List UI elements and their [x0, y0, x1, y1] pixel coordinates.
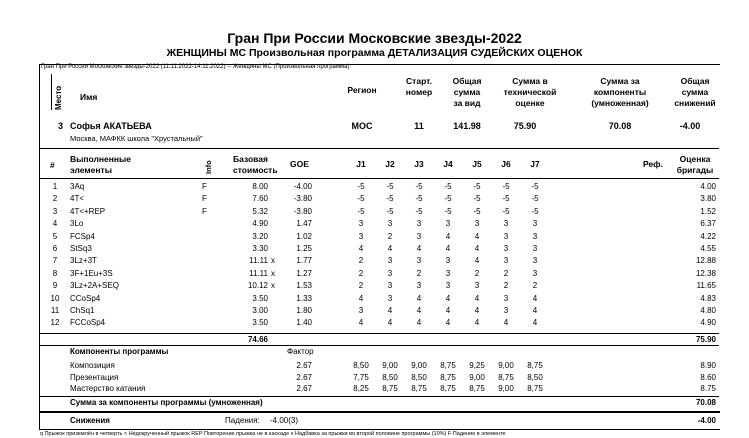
element-judge-6: -5	[502, 206, 510, 216]
element-code: 3F+1Eu+3S	[70, 268, 113, 278]
element-judge-3: 2	[416, 268, 422, 278]
element-base: 3.50	[252, 318, 268, 328]
element-num: 11	[50, 306, 60, 315]
element-code: 3Aq	[70, 182, 85, 191]
element-judge-2: 3	[387, 219, 393, 229]
element-judge-4: 4	[445, 293, 451, 303]
element-judge-2: 4	[387, 306, 393, 315]
factor-header: Фактор	[287, 347, 314, 356]
element-base: 11.11	[249, 268, 268, 278]
element-judge-6: 4	[503, 318, 509, 328]
event-line: Гран При России Московские звезды-2022 (11.11.2022-14.11.2022) -- Женщины МС (Произвольная программа)	[41, 64, 350, 70]
component-factor: 2.67	[296, 361, 312, 370]
tes-total: 75.90	[695, 335, 716, 344]
component-judge-6: 9,00	[498, 361, 514, 370]
element-bonus-mark: x	[271, 256, 275, 266]
skater-tes: 75.90	[513, 121, 537, 131]
deductions-label: Снижения	[70, 416, 110, 425]
element-score: 4.00	[700, 182, 716, 191]
element-score: 4.80	[700, 306, 716, 315]
deductions-header: Общая сумма снижений	[674, 76, 716, 108]
component-judge-2: 9,00	[382, 361, 398, 370]
element-judge-4: -5	[444, 206, 452, 216]
element-judge-3: 4	[416, 306, 422, 315]
element-judge-1: -5	[357, 206, 365, 216]
component-judge-7: 8,75	[527, 384, 543, 393]
element-judge-6: 2	[503, 268, 509, 278]
element-score: 4.22	[700, 231, 716, 241]
element-judge-4: 3	[445, 256, 451, 266]
info-header: Info	[204, 160, 213, 174]
judge-header-4: J4	[443, 159, 453, 169]
element-score: 11.65	[696, 281, 716, 291]
component-judge-1: 7,75	[353, 372, 369, 382]
element-goe: 1.25	[296, 244, 312, 253]
judge-header-1: J1	[356, 159, 366, 169]
element-goe: 1.02	[296, 231, 312, 241]
judge-header-7: J7	[530, 159, 540, 169]
element-judge-3: -5	[415, 206, 423, 216]
element-judge-6: -5	[502, 182, 510, 191]
element-judge-7: 4	[532, 293, 538, 303]
element-judge-4: 3	[445, 268, 451, 278]
component-judge-6: 9,00	[498, 384, 514, 393]
element-judge-2: -5	[386, 182, 394, 191]
element-goe: 1.40	[296, 318, 312, 328]
elements-header-line	[39, 178, 719, 179]
element-judge-5: 4	[474, 306, 480, 315]
skater-start-no: 11	[414, 121, 424, 131]
component-score: 8.60	[700, 372, 716, 382]
judge-header-5: J5	[472, 159, 482, 169]
judge-header-2: J2	[385, 159, 395, 169]
num-header: #	[50, 160, 55, 170]
element-judge-7: 4	[532, 306, 538, 315]
element-judge-6: 3	[503, 219, 509, 229]
skater-total: 141.98	[453, 121, 481, 131]
component-factor: 2.67	[296, 384, 312, 393]
element-judge-5: -5	[473, 182, 481, 191]
element-judge-2: 3	[387, 281, 393, 291]
element-base: 3.50	[252, 293, 268, 303]
element-judge-3: 4	[416, 244, 422, 253]
element-num: 1	[52, 182, 58, 191]
results-frame	[39, 64, 720, 412]
element-num: 3	[52, 206, 58, 216]
element-base: 7.60	[252, 194, 268, 204]
element-judge-5: 4	[474, 244, 480, 253]
falls-value: -4.00(3)	[270, 416, 299, 425]
element-judge-4: 3	[445, 281, 451, 291]
element-judge-7: 3	[532, 256, 538, 266]
element-judge-7: 2	[532, 281, 538, 291]
components-bottom-line	[39, 396, 719, 397]
element-judge-4: -5	[444, 194, 452, 204]
component-judge-4: 8,75	[440, 361, 456, 370]
element-base: 10.12	[247, 281, 268, 291]
element-judge-6: 3	[503, 293, 509, 303]
element-judge-1: 2	[358, 268, 364, 278]
element-goe: 1.47	[296, 219, 312, 229]
element-judge-7: -5	[531, 206, 539, 216]
components-total-label: Сумма за компоненты программы (умноженная)	[70, 398, 263, 407]
element-judge-5: 4	[474, 231, 480, 241]
element-score: 1.52	[700, 206, 716, 216]
skater-place: 3	[58, 121, 64, 131]
element-judge-6: 2	[503, 281, 509, 291]
component-judge-6: 8,75	[498, 372, 514, 382]
element-goe: -3.80	[293, 194, 312, 204]
elements-bottom-line	[39, 333, 719, 334]
element-judge-2: 3	[387, 268, 393, 278]
element-judge-7: 3	[532, 219, 538, 229]
element-code: 3Lz+2A+SEQ	[70, 281, 119, 291]
element-code: 4T<	[70, 194, 85, 204]
skater-deductions: -4.00	[679, 121, 701, 131]
element-judge-7: -5	[531, 182, 539, 191]
component-factor: 2.67	[296, 372, 312, 382]
element-judge-3: 3	[416, 256, 422, 266]
component-name: Презентация	[70, 372, 119, 382]
element-code: StSq3	[70, 244, 92, 253]
element-judge-7: 3	[532, 268, 538, 278]
element-code: 3Lo	[70, 219, 84, 229]
element-judge-4: 4	[445, 318, 451, 328]
region-header: Регион	[347, 85, 377, 95]
element-code: 3Lz+3T	[70, 256, 97, 266]
element-base: 8.00	[252, 182, 268, 191]
place-header: Место	[54, 85, 63, 110]
score-header: Оценка бригады	[676, 154, 714, 175]
element-num: 2	[52, 194, 58, 204]
falls-label: Падения:	[225, 416, 260, 425]
component-judge-3: 8,50	[411, 372, 427, 382]
element-goe: -4.00	[293, 182, 312, 191]
element-code: CCoSp4	[70, 293, 101, 303]
element-judge-5: -5	[473, 194, 481, 204]
component-judge-2: 8,75	[382, 384, 398, 393]
element-bonus-mark: x	[271, 268, 275, 278]
component-judge-5: 9,25	[469, 361, 485, 370]
element-judge-6: 3	[503, 306, 509, 315]
skater-pcs: 70.08	[608, 121, 632, 131]
deductions-total: -4.00	[697, 416, 716, 425]
element-num: 4	[52, 219, 58, 229]
element-judge-7: 3	[532, 244, 538, 253]
element-score: 4.83	[700, 293, 716, 303]
element-goe: 1.53	[296, 281, 312, 291]
component-name: Композиция	[70, 361, 115, 370]
page-subtitle: ЖЕНЩИНЫ МС Произвольная программа ДЕТАЛИЗАЦИЯ СУДЕЙСКИХ ОЦЕНОК	[166, 47, 583, 59]
element-code: 4T<+REP	[70, 206, 106, 216]
element-score: 4.90	[700, 318, 716, 328]
element-base: 4.90	[252, 219, 268, 229]
element-judge-4: 4	[445, 244, 451, 253]
element-judge-5: 2	[474, 268, 480, 278]
total-header: Общая сумма за вид	[452, 76, 482, 108]
element-judge-1: 4	[358, 318, 364, 328]
element-judge-7: 4	[532, 318, 538, 328]
component-judge-3: 8,75	[411, 384, 427, 393]
element-score: 6.37	[700, 219, 716, 229]
element-judge-3: 4	[416, 318, 422, 328]
element-judge-6: 3	[503, 244, 509, 253]
element-judge-5: 4	[474, 318, 480, 328]
pcs-header: Сумма за компоненты (умноженная)	[591, 76, 649, 108]
goe-header: GOE	[290, 159, 309, 169]
component-judge-2: 8,50	[382, 372, 398, 382]
element-goe: 1.33	[296, 293, 312, 303]
element-num: 10	[50, 293, 60, 303]
component-judge-5: 9,00	[469, 372, 485, 382]
element-num: 12	[50, 318, 60, 328]
component-judge-7: 8,50	[527, 372, 543, 382]
element-judge-4: 3	[445, 219, 451, 229]
element-num: 5	[52, 231, 58, 241]
tes-header: Сумма в технической оценке	[503, 76, 557, 108]
components-header: Компоненты программы	[70, 347, 169, 356]
summary-separator	[39, 148, 719, 149]
element-judge-5: -5	[473, 206, 481, 216]
page-title: Гран При России Московские звезды-2022	[227, 30, 522, 46]
element-judge-2: 4	[387, 244, 393, 253]
element-base: 11.11	[249, 256, 268, 266]
element-judge-2: -5	[386, 194, 394, 204]
element-base: 3.00	[252, 306, 268, 315]
element-goe: 1.27	[296, 268, 312, 278]
element-judge-5: 4	[474, 256, 480, 266]
element-num: 7	[52, 256, 58, 266]
component-judge-3: 9,00	[411, 361, 427, 370]
element-judge-1: 4	[358, 244, 364, 253]
element-judge-2: 3	[387, 256, 393, 266]
element-judge-6: -5	[502, 194, 510, 204]
element-num: 6	[52, 244, 58, 253]
element-code: FCCoSp4	[70, 318, 106, 328]
element-judge-3: 3	[416, 231, 422, 241]
element-code: ChSq1	[70, 306, 95, 315]
element-bonus-mark: x	[271, 281, 275, 291]
element-judge-3: 4	[416, 293, 422, 303]
start-no-header: Старт. номер	[405, 76, 433, 97]
component-score: 8.90	[700, 361, 716, 370]
element-judge-2: 3	[387, 293, 393, 303]
components-top-line	[39, 345, 719, 346]
element-judge-5: 4	[474, 293, 480, 303]
element-judge-1: 2	[358, 256, 364, 266]
element-base: 3.30	[252, 244, 268, 253]
component-judge-4: 8,75	[440, 372, 456, 382]
elements-header: Выполненные элементы	[70, 154, 132, 175]
skater-region: МОС	[351, 121, 373, 131]
judge-header-6: J6	[501, 159, 511, 169]
element-num: 8	[52, 268, 58, 278]
element-judge-1: 2	[358, 281, 364, 291]
element-judge-7: -5	[531, 194, 539, 204]
element-judge-4: -5	[444, 182, 452, 191]
place-divider	[51, 74, 52, 110]
component-judge-4: 8,75	[440, 384, 456, 393]
element-judge-3: -5	[415, 182, 423, 191]
element-judge-4: 4	[445, 231, 451, 241]
element-score: 12.38	[695, 268, 716, 278]
element-judge-2: 4	[387, 318, 393, 328]
name-header: Имя	[80, 92, 98, 102]
base-total: 74.66	[247, 335, 268, 344]
element-base: 5.32	[252, 206, 268, 216]
element-judge-1: 3	[358, 231, 364, 241]
skater-club: Москва, МАФКК школа "Хрустальный"	[70, 134, 203, 143]
component-judge-1: 8,50	[353, 361, 369, 370]
element-score: 3.80	[700, 194, 716, 204]
deductions-frame	[39, 412, 720, 430]
element-judge-5: 3	[474, 219, 480, 229]
element-judge-7: 3	[532, 231, 538, 241]
element-judge-6: 3	[503, 256, 509, 266]
component-name: Мастерство катания	[70, 384, 146, 393]
base-header: Базовая стоимость	[233, 154, 278, 175]
element-code: FCSp4	[70, 231, 95, 241]
element-goe: 1.77	[296, 256, 312, 266]
element-judge-3: 3	[416, 219, 422, 229]
element-judge-3: 3	[416, 281, 422, 291]
element-judge-6: 3	[503, 231, 509, 241]
element-info: F	[202, 182, 207, 191]
skater-name: Софья АКАТЬЕВА	[70, 121, 152, 131]
element-judge-5: 3	[474, 281, 480, 291]
element-judge-1: -5	[357, 194, 365, 204]
element-judge-2: 2	[387, 231, 393, 241]
element-judge-4: 4	[445, 306, 451, 315]
element-info: F	[202, 206, 207, 216]
element-judge-2: -5	[386, 206, 394, 216]
element-judge-3: -5	[415, 194, 423, 204]
components-total: 70.08	[695, 398, 716, 407]
element-judge-1: 4	[358, 293, 364, 303]
element-info: F	[202, 194, 207, 204]
element-goe: -3.80	[293, 206, 312, 216]
component-judge-5: 8,75	[469, 384, 485, 393]
element-score: 4.55	[700, 244, 716, 253]
component-score: 8.75	[700, 384, 716, 393]
element-score: 12.88	[695, 256, 716, 266]
element-judge-1: 3	[358, 219, 364, 229]
element-num: 9	[52, 281, 58, 291]
element-judge-1: -5	[357, 182, 365, 191]
element-base: 3.20	[252, 231, 268, 241]
ref-header: Реф.	[643, 159, 663, 169]
judge-header-3: J3	[414, 159, 424, 169]
element-goe: 1.80	[296, 306, 312, 315]
component-judge-1: 8,25	[353, 384, 369, 393]
footnote: q Прыжок приземлён в четверть < Недокрученный прыжок REP Повторение прыжка не в каскаде x Надбавка за прыжки во второй половине программы (10%) F Падение в элементе	[40, 431, 506, 437]
element-judge-1: 3	[358, 306, 364, 315]
component-judge-7: 8,75	[527, 361, 543, 370]
